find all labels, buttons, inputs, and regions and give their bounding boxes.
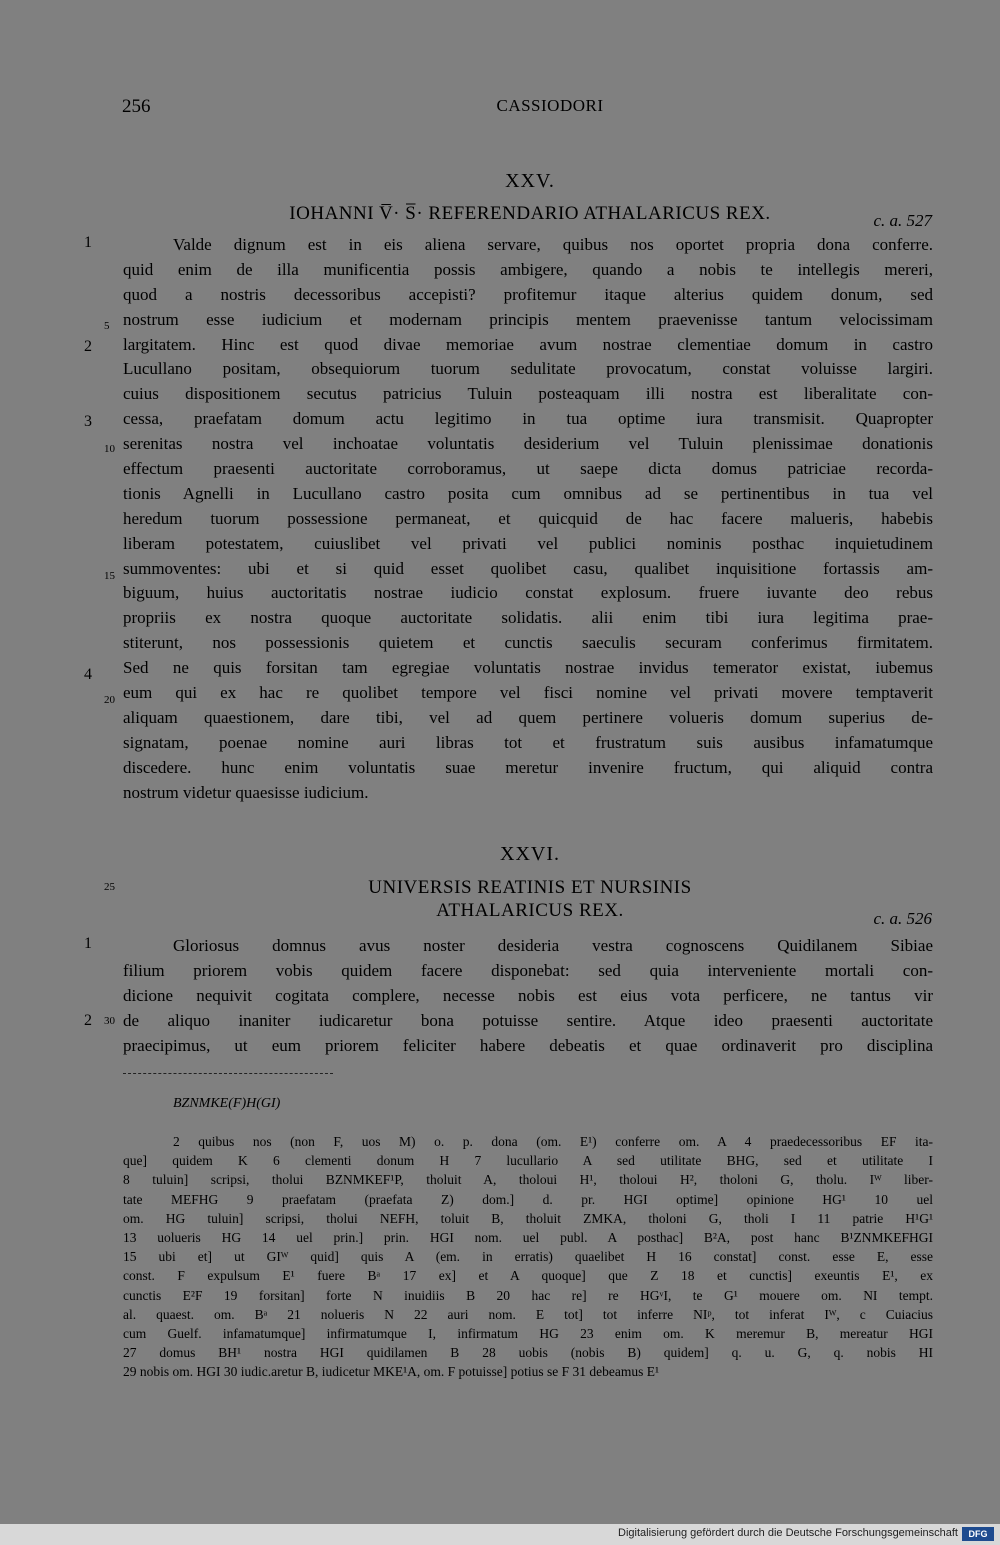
paragraph-marker: 3: [84, 413, 92, 430]
text-line: Sed ne quis forsitan tam egregiae voluntatis nostrae invidus temerator existat, iubemus: [123, 658, 933, 678]
text-line: eum qui ex hac re quolibet tempore vel fisci nomine vel privati movere temptaverit: [123, 683, 933, 703]
text-line: heredum tuorum possessione permaneat, et quicquid de hac facere malueris, habebis: [123, 508, 933, 528]
footer-bar: [0, 1524, 1000, 1545]
apparatus-line: cum Guelf. infamatumque] infirmatumque I, infirmatum HG 23 enim om. K meremur B, mereatur HGI: [123, 1325, 933, 1341]
apparatus-line: al. quaest. om. Bᵃ 21 nolueris N 22 auri nom. E tot] tot inferre NIᵖ, tot inferat Iᵂ, c Cuiacius: [123, 1306, 933, 1322]
paragraph-marker: 1: [84, 234, 92, 251]
text-line: tionis Agnelli in Lucullano castro posita cum omnibus ad se pertinentibus in tua vel: [123, 483, 933, 503]
section-date: c. a. 526: [873, 909, 932, 928]
text-line: Valde dignum est in eis aliena servare, quibus nos oportet propria dona conferre.: [173, 235, 933, 254]
text-line: stiterunt, nos possessionis quietem et cunctis saeculis securam conferimus firmitatem.: [123, 633, 933, 653]
section-title: ATHALARICUS REX.: [436, 900, 624, 921]
text-line: effectum praesenti auctoritate corroboramus, ut saepe dicta domus patriciae recorda-: [123, 459, 933, 479]
footnote-divider: [123, 1073, 333, 1074]
text-line: quid enim de illa munificentia possis ambigere, quando a nobis te intellegis mereri,: [123, 259, 933, 279]
text-line: aliquam quaestionem, dare tibi, vel ad quem pertinere volueris domum superius de-: [123, 707, 933, 727]
line-number: 15: [104, 570, 115, 582]
critical-apparatus: [123, 1132, 933, 1381]
apparatus-line: const. F expulsum E¹ fuere Bᵃ 17 ex] et A quoque] que Z 18 et cunctis] exeuntis E¹, ex: [123, 1268, 933, 1284]
line-number: 20: [104, 694, 115, 706]
apparatus-line: 8 tuluin] scripsi, tholui BZNMKEF¹P, tholuit A, tholoui H¹, tholoui H², tholoni G, tholu. Iᵂ liber-: [123, 1172, 933, 1188]
section-number: XXV.: [505, 170, 555, 192]
text-line: biguum, huius auctoritatis nostrae iudicio constat explosum. fruere iuvante deo rebus: [123, 583, 933, 603]
text-line: summoventes: ubi et si quid esset quolibet casu, qualibet inquisitione fortassis am-: [123, 558, 933, 578]
text-line: cessa, praefatam domum actu legitimo in tua optime iura transmisit. Quapropter: [123, 409, 933, 429]
line-number: 5: [104, 320, 110, 332]
page-header: [0, 96, 1000, 120]
funding-credit: Digitalisierung gefördert durch die Deutsche Forschungsgemeinschaft: [618, 1527, 958, 1539]
text-line: Gloriosus domnus avus noster desideria vestra cognoscens Quidilanem Sibiae: [173, 936, 933, 955]
paragraph-marker: 1: [84, 935, 92, 952]
text-line: nostrum esse iudicium et modernam principis mentem praevenisse tantum velocissimam: [123, 309, 933, 329]
section-number: XXVI.: [500, 843, 560, 865]
apparatus-line: om. HG tuluin] scripsi, tholui NEFH, toluit B, tholuit ZMKA, tholoni G, tholi I 11 patrie H¹G¹: [123, 1210, 933, 1226]
text-line: filium priorem vobis quidem facere disponebat: sed quia interveniente mortali con-: [123, 960, 933, 980]
paragraph-marker: 2: [84, 1012, 92, 1029]
text-line: signatam, poenae nomine auri libras tot et frustratum suis ausibus infamatumque: [123, 732, 933, 752]
line-number: 25: [104, 881, 115, 893]
text-line: cuius dispositionem secutus patricius Tuluin posteaquam illi nostra est liberalitate con-: [123, 384, 933, 404]
apparatus-line: 27 domus BH¹ nostra HGI quidilamen B 28 uobis (nobis B) quidem] q. u. G, q. nobis HI: [123, 1345, 933, 1361]
page-number: 256: [122, 96, 151, 117]
dfg-logo: DFG: [962, 1527, 994, 1541]
text-line: Lucullano positam, obsequiorum tuorum sedulitate provocatum, constat voluisse largiri.: [123, 359, 933, 379]
apparatus-line: 29 nobis om. HGI 30 iudic.aretur B, iudicetur MKE¹A, om. F potuisse] potius se F 31 debeamus E¹: [123, 1364, 660, 1380]
text-line: serenitas nostra vel inchoatae voluntatis desiderium vel Tuluin plenissimae donationis: [123, 434, 933, 454]
text-line: de aliquo inaniter iudicaretur bona potuisse sentire. Atque ideo praesenti auctoritate: [123, 1010, 933, 1030]
running-title: CASSIODORI: [496, 96, 604, 115]
letter-body: [123, 233, 933, 805]
text-line: propriis ex nostra quoque auctoritate solidatis. alii enim tibi iura legitima prae-: [123, 608, 933, 628]
apparatus-line: cunctis E²F 19 forsitan] forte N inuidiis B 20 hac re] re HGᵛI, te G¹ mouere om. NI tempt.: [123, 1287, 933, 1303]
text-line: liberam potestatem, cuiuslibet vel privati vel publici nominis posthac inquietudinem: [123, 533, 933, 553]
text-line: dicione nequivit cogitata complere, necesse nobis est eius vota perficere, ne tantus vir: [123, 985, 933, 1005]
text-line: nostrum videtur quaesisse iudicium.: [123, 782, 369, 802]
text-line: praecipimus, ut eum priorem feliciter habere debeatis et quae ordinaverit pro disciplina: [123, 1035, 933, 1055]
apparatus-line: 2 quibus nos (non F, uos M) o. p. dona (om. E¹) conferre om. A 4 praedecessoribus EF ita-: [173, 1134, 933, 1149]
manuscript-sigla: BZNMKE(F)H(GI): [173, 1096, 281, 1111]
apparatus-line: 13 uolueris HG 14 uel prin.] prin. HGI nom. uel publ. A posthac] B²A, post hanc B¹ZNMKEFHGI: [123, 1229, 933, 1245]
text-line: discedere. hunc enim voluntatis suae meretur invenire fructum, qui aliquid contra: [123, 757, 933, 777]
paragraph-marker: 2: [84, 338, 92, 355]
section-title: UNIVERSIS REATINIS ET NURSINIS: [368, 877, 692, 898]
section-title: IOHANNI V̅· S̅· REFERENDARIO ATHALARICUS REX.: [289, 203, 771, 224]
letter-body: [123, 934, 933, 1058]
apparatus-line: que] quidem K 6 clementi donum H 7 lucullario A sed utilitate BHG, sed et utilitate I: [123, 1153, 933, 1169]
line-number: 10: [104, 443, 115, 455]
line-number: 30: [104, 1015, 115, 1027]
apparatus-line: 15 ubi et] ut GIᵂ quid] quis A (em. in erratis) quaelibet H 16 constat] const. esse E, esse: [123, 1249, 933, 1265]
text-line: largitatem. Hinc est quod divae memoriae avum nostrae clementiae domum in castro: [123, 334, 933, 354]
paragraph-marker: 4: [84, 666, 92, 683]
apparatus-line: tate MEFHG 9 praefatam (praefata Z) dom.] d. pr. HGI optime] opinione HG¹ 10 uel: [123, 1191, 933, 1207]
text-line: quod a nostris decessoribus accepisti? profitemur itaque alterius quidem donum, sed: [123, 284, 933, 304]
section-date: c. a. 527: [873, 211, 932, 230]
